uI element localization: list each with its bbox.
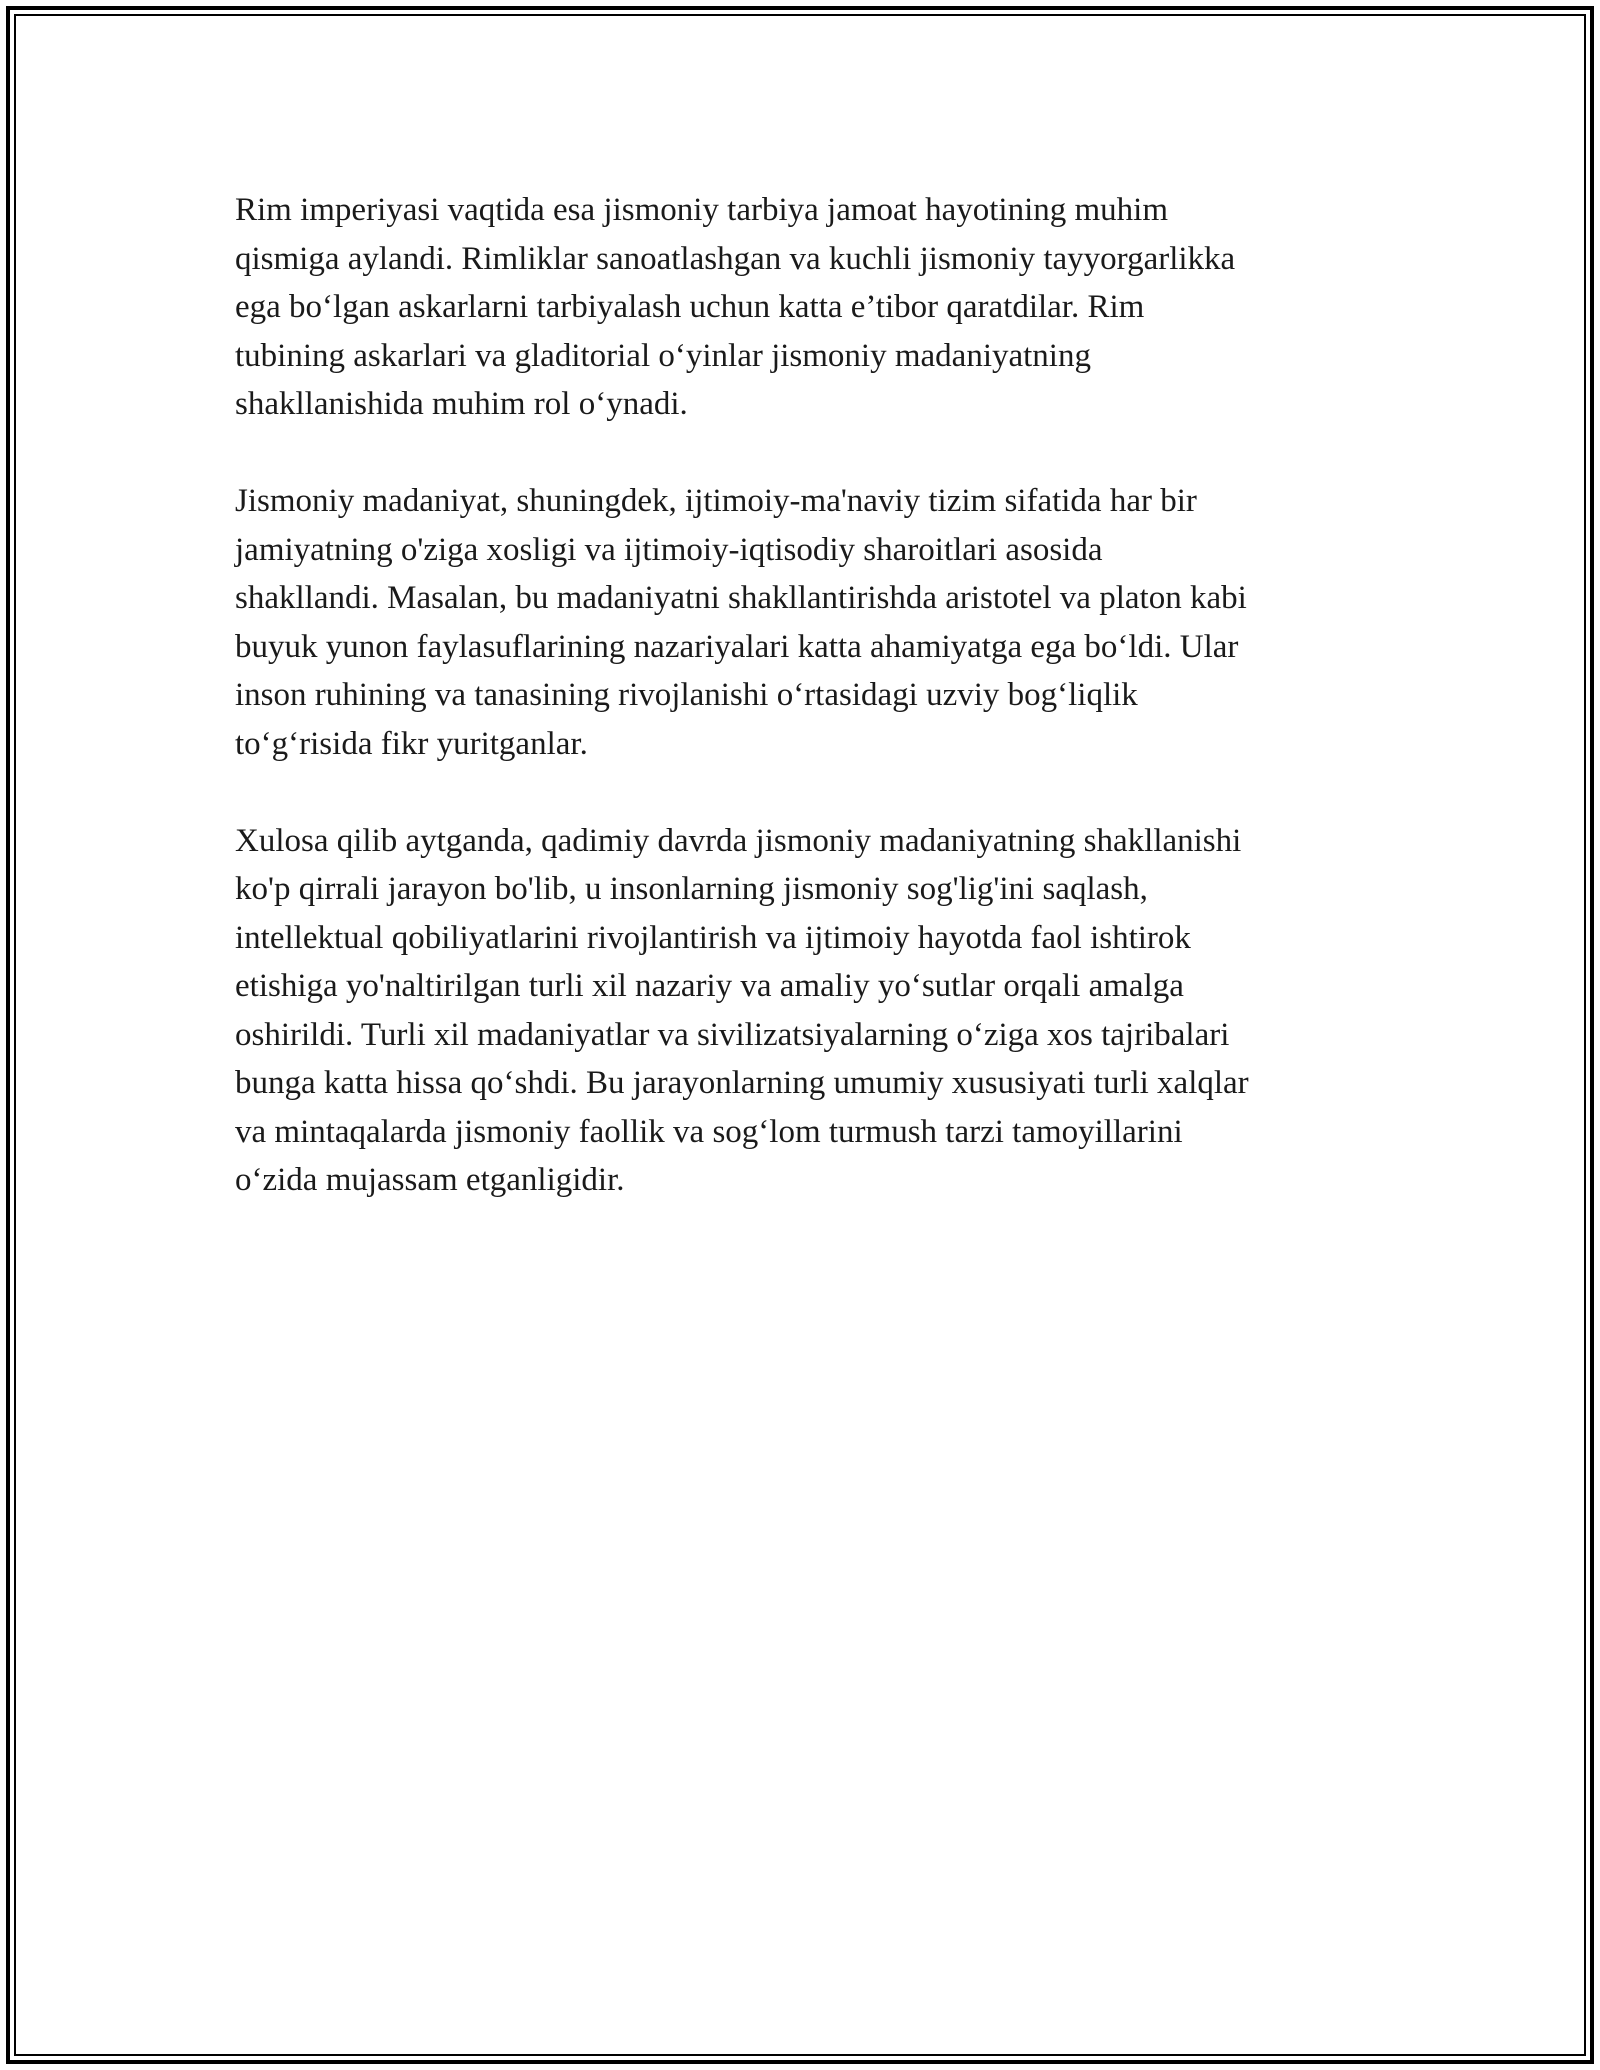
text-line: buyuk yunon faylasuflarining nazariyalari katta ahamiyatga ega bo‘ldi. Ular (235, 628, 1239, 665)
text-line: shakllanishida muhim rol o‘ynadi. (235, 386, 688, 422)
text-line: qismiga aylandi. Rimliklar sanoatlashgan va kuchli jismoniy tayyorgarlikka (235, 240, 1236, 277)
text-line: intellektual qobiliyatlarini rivojlantirish va ijtimoiy hayotda faol ishtirok (235, 919, 1191, 956)
text-line: shakllandi. Masalan, bu madaniyatni shakllantirishda aristotel va platon kabi (235, 580, 1247, 616)
text-line: va mintaqalarda jismoniy faollik va sog‘lom turmush tarzi tamoyillarini (235, 1113, 1183, 1150)
text-line: ko'p qirrali jarayon bo'lib, u insonlarning jismoniy sog'lig'ini saqlash, (235, 871, 1148, 907)
text-line: oshirildi. Turli xil madaniyatlar va sivilizatsiyalarning o‘ziga xos tajribalari (235, 1016, 1230, 1053)
text-line: to‘g‘risida fikr yuritganlar. (235, 725, 588, 762)
text-line: Rim imperiyasi vaqtida esa jismoniy tarbiya jamoat hayotining muhim (235, 192, 1169, 228)
paragraph-social-system (235, 477, 1385, 768)
text-line: o‘zida mujassam etganligidir. (235, 1162, 625, 1198)
text-line: ega bo‘lgan askarlarni tarbiyalash uchun katta e’tibor qaratdilar. Rim (235, 289, 1145, 325)
text-line: Jismoniy madaniyat, shuningdek, ijtimoiy-ma'naviy tizim sifatida har bir (235, 483, 1197, 519)
document-body (235, 186, 1385, 1253)
text-line: inson ruhining va tanasining rivojlanishi o‘rtasidagi uzviy bog‘liqlik (235, 677, 1138, 713)
paragraph-conclusion (235, 817, 1385, 1205)
text-line: bunga katta hissa qo‘shdi. Bu jarayonlarning umumiy xususiyati turli xalqlar (235, 1065, 1249, 1101)
text-line: jamiyatning o'ziga xosligi va ijtimoiy-iqtisodiy sharoitlari asosida (235, 531, 1103, 568)
text-line: etishiga yo'naltirilgan turli xil nazariy va amaliy yo‘sutlar orqali amalga (235, 968, 1184, 1004)
text-line: tubining askarlari va gladitorial o‘yinlar jismoniy madaniyatning (235, 337, 1091, 374)
text-line: Xulosa qilib aytganda, qadimiy davrda jismoniy madaniyatning shakllanishi (235, 822, 1242, 859)
paragraph-rome (235, 186, 1385, 429)
